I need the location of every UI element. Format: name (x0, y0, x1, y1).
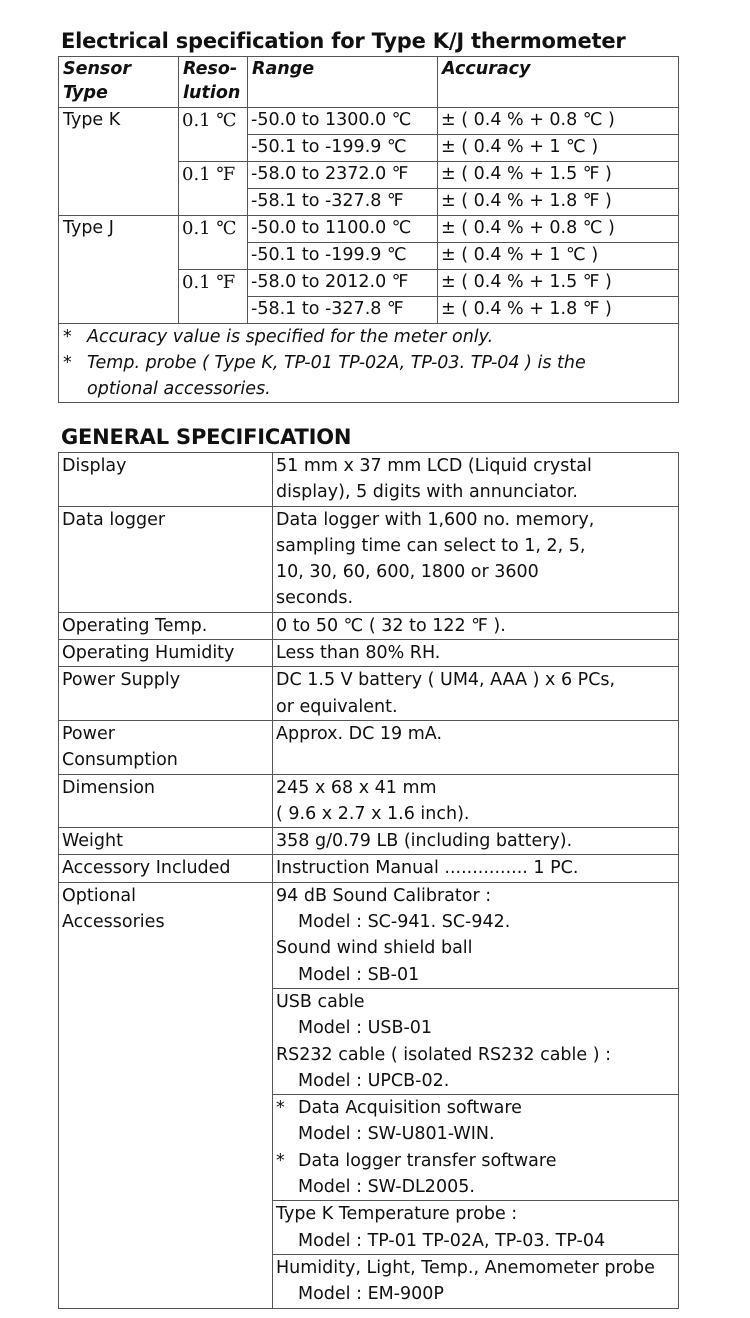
table-row (59, 108, 679, 135)
spec-label: Display (59, 453, 273, 507)
spec-value: Instruction Manual ............... 1 PC. (273, 855, 679, 882)
sensor-type-k: Type K (59, 108, 179, 216)
spec-label: Power Supply (59, 667, 273, 721)
range-cell: -58.0 to 2012.0 ℉ (248, 270, 438, 297)
spec-row-operating-temp (59, 612, 679, 639)
resolution-cell: 0.1 ℃ (179, 108, 248, 162)
resolution-cell: 0.1 ℉ (179, 162, 248, 216)
spec-value: DC 1.5 V battery ( UM4, AAA ) x 6 PCs, or equivalent. (273, 667, 679, 721)
spec-row-accessory-included (59, 855, 679, 882)
note-accuracy: * Accuracy value is specified for the meter only. (63, 327, 494, 347)
accuracy-cell: ± ( 0.4 % + 1.5 ℉ ) (438, 270, 679, 297)
note-probe: * Temp. probe ( Type K, TP-01 TP-02A, TP-03. TP-04 ) is the (63, 353, 586, 373)
spec-row-optional-accessories (59, 882, 679, 988)
header-accuracy: Accuracy (438, 57, 679, 108)
range-cell: -58.1 to -327.8 ℉ (248, 297, 438, 324)
accuracy-cell: ± ( 0.4 % + 1.8 ℉ ) (438, 297, 679, 324)
resolution-cell: 0.1 ℃ (179, 216, 248, 270)
spec-label: Optional Accessories (59, 882, 273, 1308)
spec-value: Data logger with 1,600 no. memory, sampling time can select to 1, 2, 5, 10, 30, 60, 600, 1800 or 3600 seconds. (273, 506, 679, 612)
accessory-software: * Data Acquisition software Model : SW-U801-WIN. * Data logger transfer software Model : SW-DL2005. (273, 1095, 679, 1201)
electrical-spec-title: Electrical specification for Type K/J thermometer (61, 29, 626, 53)
accuracy-cell: ± ( 0.4 % + 1.8 ℉ ) (438, 189, 679, 216)
spec-label: Operating Temp. (59, 612, 273, 639)
spec-label: Dimension (59, 774, 273, 828)
header-resolution: Reso- lution (179, 57, 248, 108)
spec-value: 51 mm x 37 mm LCD (Liquid crystal display), 5 digits with annunciator. (273, 453, 679, 507)
table-row (59, 216, 679, 243)
header-range: Range (248, 57, 438, 108)
accuracy-cell: ± ( 0.4 % + 1.5 ℉ ) (438, 162, 679, 189)
spec-row-power-consumption (59, 720, 679, 774)
spec-value: 245 x 68 x 41 mm ( 9.6 x 2.7 x 1.6 inch). (273, 774, 679, 828)
spec-label: Accessory Included (59, 855, 273, 882)
header-sensor-type: Sensor Type (59, 57, 179, 108)
spec-label: Weight (59, 828, 273, 855)
table-header-row (59, 57, 679, 108)
accuracy-cell: ± ( 0.4 % + 0.8 ℃ ) (438, 108, 679, 135)
range-cell: -58.0 to 2372.0 ℉ (248, 162, 438, 189)
spec-row-display (59, 453, 679, 507)
spec-value: Approx. DC 19 mA. (273, 720, 679, 774)
sensor-type-j: Type J (59, 216, 179, 324)
accuracy-cell: ± ( 0.4 % + 1 ℃ ) (438, 135, 679, 162)
range-cell: -58.1 to -327.8 ℉ (248, 189, 438, 216)
accessory-temp-probe: Type K Temperature probe : Model : TP-01 TP-02A, TP-03. TP-04 (273, 1201, 679, 1255)
notes-cell (59, 324, 679, 403)
spec-label: Operating Humidity (59, 640, 273, 667)
general-spec-title: GENERAL SPECIFICATION (61, 425, 352, 449)
spec-row-operating-humidity (59, 640, 679, 667)
spec-row-power-supply (59, 667, 679, 721)
range-cell: -50.0 to 1100.0 ℃ (248, 216, 438, 243)
accuracy-cell: ± ( 0.4 % + 0.8 ℃ ) (438, 216, 679, 243)
notes-row (59, 324, 679, 403)
spec-value: Less than 80% RH. (273, 640, 679, 667)
accessory-em-probe: Humidity, Light, Temp., Anemometer probe Model : EM-900P (273, 1254, 679, 1308)
resolution-cell: 0.1 ℉ (179, 270, 248, 324)
spec-row-weight (59, 828, 679, 855)
spec-row-data-logger (59, 506, 679, 612)
spec-value: 0 to 50 ℃ ( 32 to 122 ℉ ). (273, 612, 679, 639)
spec-value: 358 g/0.79 LB (including battery). (273, 828, 679, 855)
spec-label: Data logger (59, 506, 273, 612)
range-cell: -50.1 to -199.9 ℃ (248, 243, 438, 270)
spec-label: Power Consumption (59, 720, 273, 774)
range-cell: -50.0 to 1300.0 ℃ (248, 108, 438, 135)
accessory-calibrator-shield: 94 dB Sound Calibrator : Model : SC-941. SC-942. Sound wind shield ball Model : SB-01 (273, 882, 679, 988)
spec-row-dimension (59, 774, 679, 828)
general-spec-table (58, 452, 679, 1309)
accuracy-cell: ± ( 0.4 % + 1 ℃ ) (438, 243, 679, 270)
electrical-spec-table (58, 56, 679, 403)
range-cell: -50.1 to -199.9 ℃ (248, 135, 438, 162)
note-probe-continued: optional accessories. (87, 379, 271, 399)
accessory-cables: USB cable Model : USB-01 RS232 cable ( isolated RS232 cable ) : Model : UPCB-02. (273, 988, 679, 1094)
